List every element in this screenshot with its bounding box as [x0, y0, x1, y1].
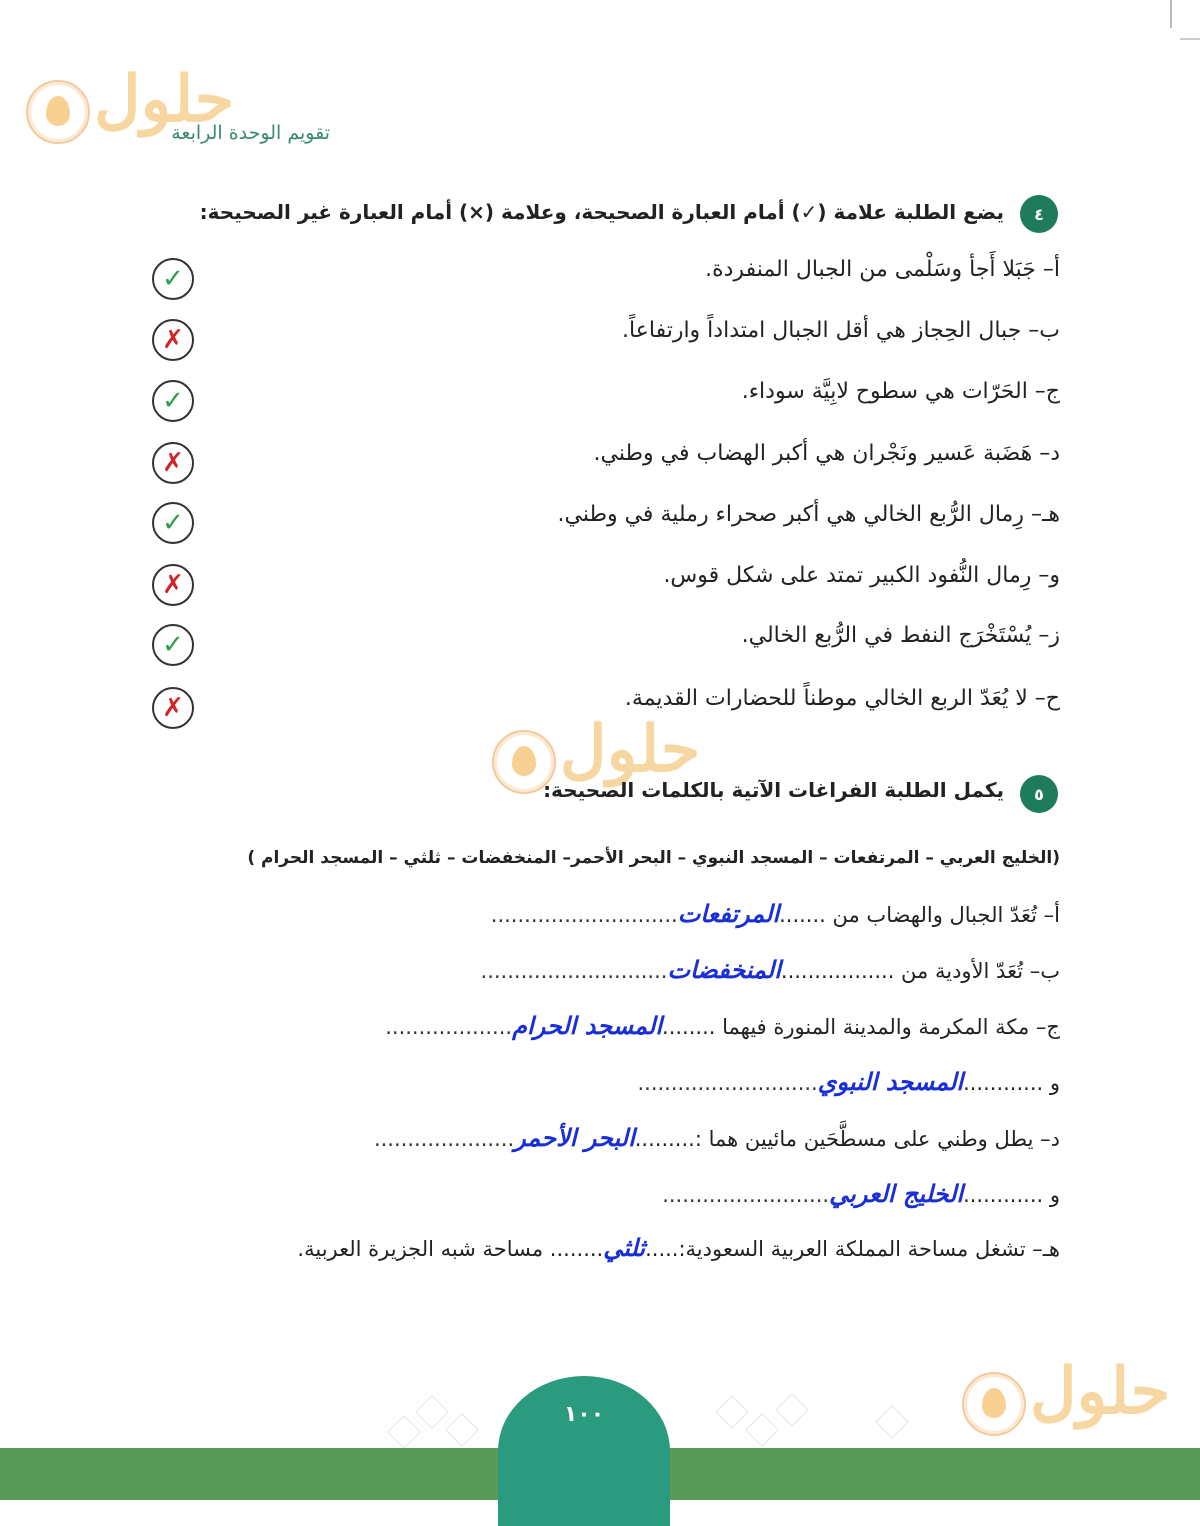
decorative-pattern	[775, 1393, 809, 1427]
fill-prefix: ب– تُعَدّ الأودية من .................	[780, 959, 1060, 983]
statement-text: ح– لا يُعَدّ الربع الخالي موطناً للحضارات القديمة.	[624, 686, 1060, 711]
cross-mark-icon: ✗	[152, 564, 194, 606]
fill-blank-item	[297, 1234, 1060, 1262]
fill-answer: الخليج العربي	[829, 1180, 964, 1208]
fill-suffix: ...........................	[637, 1071, 818, 1095]
check-mark-icon: ✓	[152, 624, 194, 666]
decorative-pattern	[875, 1405, 909, 1439]
page-number-tab	[498, 1376, 670, 1526]
question-number-badge: ٤	[1020, 195, 1058, 233]
statement-text: د– هَضَبة عَسير ونَجْران هي أكبر الهضاب في وطني.	[593, 441, 1060, 466]
logo-text: حلول	[1030, 1354, 1171, 1429]
corner-mark	[1180, 38, 1200, 40]
fill-answer: المنخفضات	[667, 956, 781, 984]
statement-text: ز– يُسْتَخْرَج النفط في الرُّبع الخالي.	[741, 623, 1060, 648]
decorative-pattern	[745, 1413, 779, 1447]
fill-suffix: ............................	[480, 959, 668, 983]
decorative-pattern	[387, 1415, 421, 1449]
fill-suffix: ........ مساحة شبه الجزيرة العربية.	[297, 1237, 604, 1261]
cross-mark-icon: ✗	[152, 687, 194, 729]
logo-emblem-icon	[26, 80, 90, 144]
fill-answer: المسجد النبوي	[817, 1068, 964, 1096]
logo-text: حلول	[94, 62, 235, 137]
fill-answer: المرتفعات	[677, 900, 780, 928]
fill-answer: البحر الأحمر	[514, 1124, 635, 1152]
fill-prefix: ج– مكة المكرمة والمدينة المنورة فيهما ........	[662, 1015, 1060, 1039]
cross-mark-icon: ✗	[152, 442, 194, 484]
fill-blank-item	[491, 900, 1060, 928]
fill-prefix: هـ– تشغل مساحة المملكة العربية السعودية:.....	[645, 1237, 1060, 1261]
decorative-pattern	[445, 1413, 479, 1447]
fill-prefix: أ– تُعَدّ الجبال والهضاب من .......	[779, 903, 1060, 927]
logo-emblem-icon	[962, 1372, 1026, 1436]
fill-blank-item	[637, 1068, 1060, 1096]
fill-answer: ثلثي	[603, 1234, 646, 1262]
decorative-pattern	[415, 1395, 449, 1429]
statement-text: و– رِمال النُّفود الكبير تمتد على شكل قوس.	[663, 563, 1060, 588]
fill-prefix: و ............	[963, 1183, 1060, 1207]
fill-suffix: ...................	[385, 1015, 513, 1039]
cross-mark-icon: ✗	[152, 319, 194, 361]
fill-prefix: د– يطل وطني على مسطَّحَين مائيين هما :.........	[634, 1127, 1060, 1151]
brand-logo	[26, 62, 266, 160]
statement-text: هـ– رِمال الرُّبع الخالي هي أكبر صحراء رملية في وطني.	[557, 502, 1060, 527]
watermark-logo	[962, 1354, 1200, 1452]
fill-blank-item	[481, 956, 1060, 984]
unit-title: تقويم الوحدة الرابعة	[171, 122, 330, 144]
check-mark-icon: ✓	[152, 258, 194, 300]
question-number-badge: ٥	[1020, 775, 1058, 813]
check-mark-icon: ✓	[152, 502, 194, 544]
fill-blank-item	[385, 1012, 1060, 1040]
word-bank: (الخليج العربي – المرتفعات – المسجد النبوي – البحر الأحمر– المنخفضات – ثلثي – المسجد الحرام )	[247, 848, 1060, 868]
decorative-pattern	[715, 1395, 749, 1429]
corner-mark	[1170, 0, 1172, 28]
statement-text: ب– جبال الحِجاز هي أقل الجبال امتداداً وارتفاعاً.	[622, 318, 1060, 343]
question-title: يضع الطلبة علامة (✓) أمام العبارة الصحيحة، وعلامة (×) أمام العبارة غير الصحيحة:	[199, 200, 1004, 224]
fill-suffix: .........................	[662, 1183, 830, 1207]
fill-suffix: .....................	[373, 1127, 515, 1151]
logo-text: حلول	[560, 712, 701, 787]
fill-suffix: ............................	[490, 903, 678, 927]
fill-answer: المسجد الحرام	[512, 1012, 663, 1040]
statement-text: ج– الحَرّات هي سطوح لابِيَّة سوداء.	[741, 379, 1060, 404]
question-title: يكمل الطلبة الفراغات الآتية بالكلمات الصحيحة:	[543, 778, 1004, 802]
fill-prefix: و ............	[963, 1071, 1060, 1095]
fill-blank-item	[662, 1180, 1060, 1208]
check-mark-icon: ✓	[152, 380, 194, 422]
statement-text: أ– جَبَلا أَجأ وسَلْمى من الجبال المنفردة.	[705, 257, 1060, 282]
page-number: ١٠٠	[563, 1402, 605, 1427]
fill-blank-item	[374, 1124, 1060, 1152]
